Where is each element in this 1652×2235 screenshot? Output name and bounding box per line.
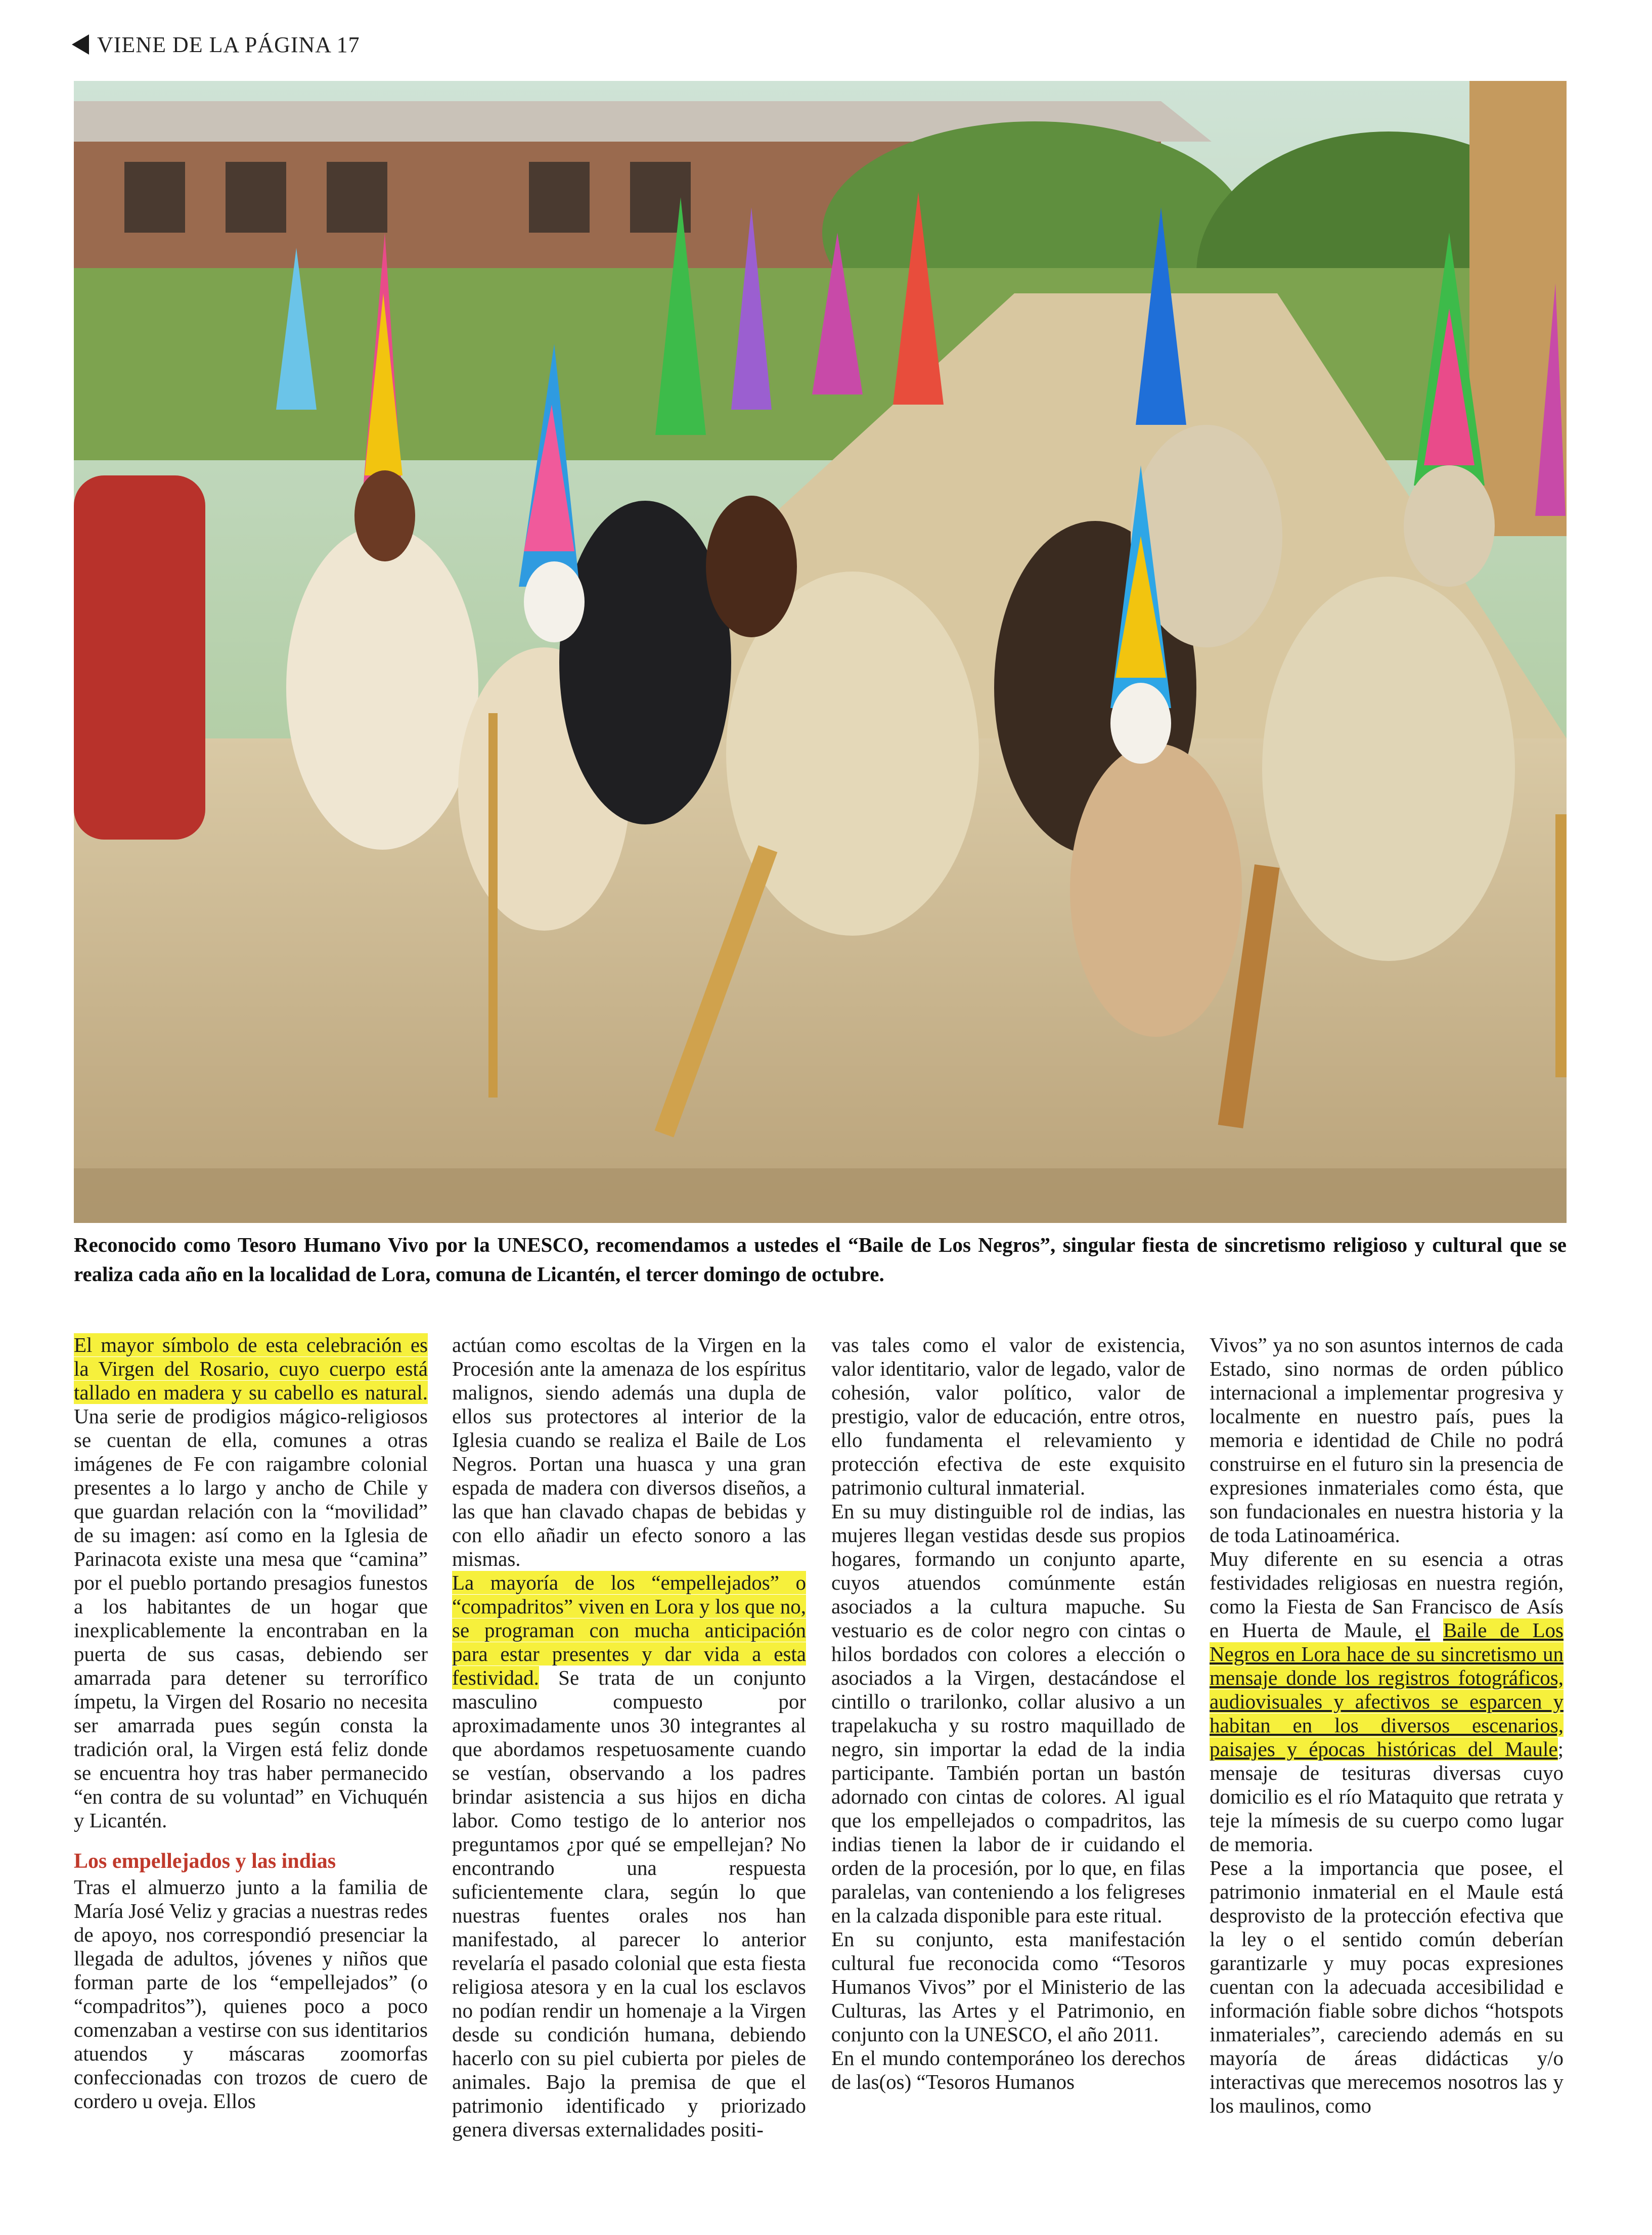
column-2 [452,1333,806,2141]
column-3 [831,1333,1185,2094]
paragraph [452,1571,806,2141]
column-1 [74,1333,428,2113]
left-triangle-icon [72,34,89,55]
paragraph [1210,1547,1564,1856]
photo-illustration [74,81,1567,1223]
body-text: Se trata de un conjunto masculino compuesto por aproximadamente unos 30 integrantes al que abordamos respetuosamente cuando se vestían, observando a los padres brindar asistencia a sus hijos en dicha labor. Como testigo de lo anterior nos preguntamos ¿por qué se empellejan? No encontrando una respuesta suficientemente clara, según lo que nuestras fuentes orales nos han manifestado, al parecer lo anterior revelaría el pasado colonial que esta fiesta religiosa atesora y en la cual los esclavos no podían rendir un homenaje a la Virgen desde su condición humana, debiendo hacerlo con su piel cubierta por pieles de animales. Bajo la premisa de que el patrimonio identificado y priorizado genera diversas externalidades positi- [452,1666,806,2141]
body-text: Una serie de prodigios mágico-religiosos se cuentan de ella, comunes a otras imágenes de Fe con raigambre colonial presentes a lo largo y ancho de Chile y que guardan relación con la “movilidad” de su imagen: así como en la Iglesia de Parinacota existe una mesa que “camina” por el pueblo portando presagios funestos a los habitantes de un hogar que inexplicablemente la encontraban en la puerta de sus casas, debiendo ser amarrada para detener su terrorífico ímpetu, la Virgen del Rosario no necesita ser amarrada pues según consta la tradición oral, la Virgen está feliz donde se encuentra hoy tras haber permanecido “en contra de su voluntad” en Vichuquén y Licantén. [74,1405,428,1832]
underlined-text: el [1415,1618,1431,1642]
paragraph [74,1333,428,1832]
paragraph: En su muy distinguible rol de indias, las mujeres llegan vestidas desde sus propios hogares, formando un conjunto aparte, cuyos atuendos comúnmente están asociados a la cultura mapuche. Su vestuario es de color negro con cintas o hilos bordados con colores a elección o asociados a la Virgen, destacándose el cintillo o trarilonko, collar alusivo a un trapelakucha y su rostro maquillado de negro, sin importar la edad de la india participante. También portan un bastón adornado con cintas de colores. Al igual que los empellejados o compadritos, las indias tienen la labor de ir cuidando el orden de la procesión, por lo que, en filas paralelas, van conteniendo a los feligreses en la calzada disponible para este ritual. [831,1500,1185,1927]
paragraph: En su conjunto, esta manifestación cultural fue reconocida como “Tesoros Humanos Vivos” por el Ministerio de las Culturas, las Artes y el Patrimonio, en conjunto con la UNESCO, el año 2011. [831,1927,1185,2046]
paragraph: En el mundo contemporáneo los derechos de las(os) “Tesoros Humanos [831,2046,1185,2093]
header-text: VIENE DE LA PÁGINA 17 [97,32,360,57]
paragraph: Pese a la importancia que posee, el patrimonio inmaterial en el Maule está desprovisto de la protección efectiva que la ley o el sentido común deberían garantizarle y muy pocas expresiones cuentan con la adecuada accesibilidad e información fiable sobre dichos “hotspots inmateriales”, careciendo además en su mayoría de áreas didácticas y/o interactivas que merecemos nosotros las y los maulinos, como [1210,1856,1564,2117]
body-text: ; mensaje de tesituras diversas cuyo domicilio es el río Mataquito que retrata y teje la mímesis de su cuerpo como lugar de memoria. [1210,1737,1564,1856]
column-4 [1210,1333,1564,2118]
section-subheading: Los empellejados y las indias [74,1850,336,1873]
page-continuation-header [72,29,360,60]
paragraph: Tras el almuerzo junto a la familia de María José Veliz y gracias a nuestras redes de apoyo, nos correspondió presenciar la llegada de adultos, jóvenes y niños que forman parte de los “empellejados” (o “compadritos”), quienes poco a poco comenzaban a vestirse con sus identitarios atuendos y máscaras zoomorfas confeccionadas con trozos de cuero de cordero u oveja. Ellos [74,1875,428,2113]
highlighted-underlined-text: Baile de Los Negros en Lora hace de su sincretismo un mensaje donde los registros fotográficos, audiovisuales y afectivos se esparcen y habitan en los diversos escenarios, paisajes y épocas históricas del Maule [1210,1618,1564,1761]
highlighted-text: La mayoría de los “empellejados” o “compadritos” viven en Lora y los que no, se programan con mucha anticipación para estar presentes y dar vida a esta festividad. [452,1571,806,1689]
paragraph: Vivos” ya no son asuntos internos de cada Estado, sino normas de orden público internacional a implementar progresiva y localmente en nuestro país, pues la memoria e identidad de Chile no podrá construirse en el futuro sin la presencia de expresiones inmateriales como ésta, que son fundacionales en nuestra historia y la de toda Latinoamérica. [1210,1333,1564,1547]
paragraph: actúan como escoltas de la Virgen en la Procesión ante la amenaza de los espíritus malignos, siendo además una dupla de ellos sus protectores al interior de la Iglesia cuando se realiza el Baile de Los Negros. Portan una huasca y una gran espada de madera con diversos diseños, a las que han clavado chapas de bebidas y con ello añadir un efecto sonoro a las mismas. [452,1333,806,1570]
main-photo [74,81,1567,1223]
highlighted-text: El mayor símbolo de esta celebración es la Virgen del Rosario, cuyo cuerpo está tallado en madera y su cabello es natural. [74,1333,428,1404]
photo-caption: Reconocido como Tesoro Humano Vivo por la UNESCO, recomendamos a ustedes el “Baile de Los Negros”, singular fiesta de sincretismo religioso y cultural que se realiza cada año en la localidad de Lora, comuna de Licantén, el tercer domingo de octubre. [74,1233,1567,1286]
paragraph: vas tales como el valor de existencia, valor identitario, valor de legado, valor de cohesión, valor político, valor de prestigio, valor de educación, entre otros, ello fundamenta el relevamiento y protección efectiva de este exquisito patrimonio cultural inmaterial. [831,1333,1185,1499]
body-text: Muy diferente en su esencia a otras festividades religiosas en nuestra región, como la Fiesta de San Francisco de Asís en Huerta de Maule, [1210,1547,1564,1642]
